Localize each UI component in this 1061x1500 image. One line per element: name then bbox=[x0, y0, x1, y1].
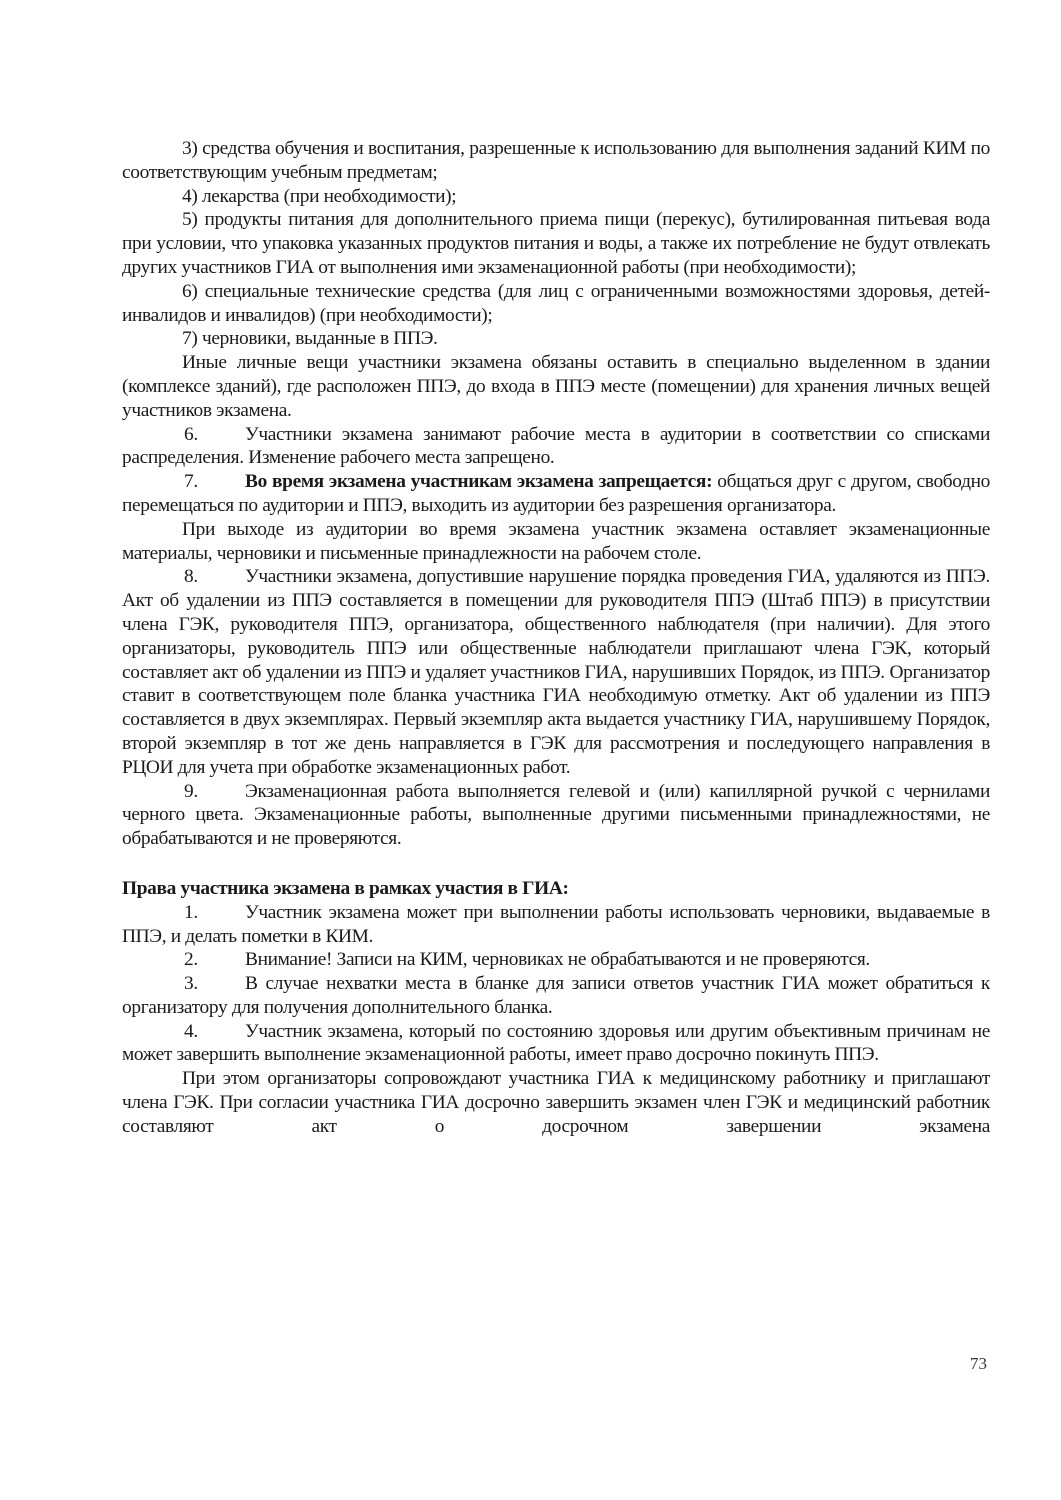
rule-text: Участники экзамена занимают рабочие места в аудитории в соответствии со списками распределения. Изменение рабочего места запрещено. bbox=[122, 423, 990, 469]
right-text: В случае нехватки места в бланке для записи ответов участник ГИА может обратиться к организатору для получения дополнительного бланка. bbox=[122, 973, 990, 1018]
rule-text: Участники экзамена, допустившие нарушение порядка проведения ГИА, удаляются из ППЭ. Акт об удалении из ППЭ составляется в помещении для руководителя ППЭ (Штаб ППЭ) в присутствии члена ГЭК, руководителя ППЭ, организатора, общественного наблюдателя (при наличии). Для этого организаторы, руководитель ППЭ или общественные наблюдатели приглашают члена ГЭК, который составляет акт об удалении из ППЭ и удаляет участников ГИА, нарушивших Порядок, из ППЭ. Организатор ставит в соответствующем поле бланка участника ГИА необходимую отметку. Акт об удалении из ППЭ составляется в двух экземплярах. Первый экземпляр акта выдается участнику ГИА, нарушившему Порядок, второй экземпляр в тот же день направляется в ГЭК для рассмотрения и последующего направления в РЦОИ для учета при обработке экзаменационных работ. bbox=[122, 566, 990, 778]
rule-number: 8. bbox=[184, 566, 198, 588]
page-number: 73 bbox=[970, 1354, 987, 1373]
list-item-7: 7) черновики, выданные в ППЭ. bbox=[182, 328, 438, 350]
list-item-5: 5) продукты питания для дополнительного приема пищи (перекус), бутилированная питьевая вода при условии, что упаковка указанных продуктов питания и воды, а также их потребление не будут отвлекать других участников ГИА от выполнения ими экзаменационной работы (при необходимости); bbox=[122, 209, 990, 278]
right-number: 3. bbox=[184, 973, 198, 995]
right-text: Участник экзамена может при выполнении работы использовать черновики, выдаваемые в ППЭ, и делать пометки в КИМ. bbox=[122, 901, 990, 947]
list-item-3: 3) средства обучения и воспитания, разрешенные к использованию для выполнения заданий КИМ по соответствующим учебным предметам; bbox=[122, 138, 990, 183]
list-item-6: 6) специальные технические средства (для лиц с ограниченными возможностями здоровья, детей-инвалидов и инвалидов) (при необходимости); bbox=[122, 280, 990, 326]
right-number: 4. bbox=[184, 1020, 198, 1042]
right-text: Внимание! Записи на КИМ, черновиках не обрабатываются и не проверяются. bbox=[245, 949, 870, 971]
rule-7 bbox=[122, 470, 990, 518]
document-page bbox=[122, 137, 990, 1139]
rule-8 bbox=[122, 565, 990, 779]
personal-items-paragraph: Иные личные вещи участники экзамена обязаны оставить в специально выделенном в здании (комплексе зданий), где расположен ППЭ, до входа в ППЭ месте (помещении) для хранения личных вещей участников экзамена. bbox=[122, 352, 990, 421]
right-number: 2. bbox=[184, 949, 198, 971]
rule-number: 7. bbox=[184, 471, 198, 493]
rule-text: общаться друг с другом, свободно перемещаться по аудитории и ППЭ, выходить из аудитории без разрешения организатора. bbox=[122, 471, 990, 516]
right-4 bbox=[122, 1020, 990, 1068]
right-text: Участник экзамена, который по состоянию здоровья или другим объективным причинам не может завершить выполнение экзаменационной работы, имеет право досрочно покинуть ППЭ. bbox=[122, 1020, 990, 1066]
list-item-4: 4) лекарства (при необходимости); bbox=[182, 185, 457, 207]
right-number: 1. bbox=[184, 901, 198, 923]
rule-number: 9. bbox=[184, 780, 198, 802]
exit-paragraph: При выходе из аудитории во время экзамена участник экзамена оставляет экзаменационные материалы, черновики и письменные принадлежности на рабочем столе. bbox=[122, 518, 990, 564]
rule-number: 6. bbox=[184, 423, 198, 445]
right-2 bbox=[122, 948, 990, 972]
rule-6 bbox=[122, 423, 990, 471]
rule-text: Экзаменационная работа выполняется гелевой и (или) капиллярной ручкой с чернилами черного цвета. Экзаменационные работы, выполненные другими письменными принадлежностями, не обрабатываются и не проверяются. bbox=[122, 780, 990, 850]
right-1 bbox=[122, 901, 990, 949]
rights-heading: Права участника экзамена в рамках участия в ГИА: bbox=[122, 877, 569, 899]
rule-bold-lead: Во время экзамена участникам экзамена запрещается: bbox=[245, 471, 713, 493]
final-paragraph: При этом организаторы сопровождают участника ГИА к медицинскому работнику и приглашают члена ГЭК. При согласии участника ГИА досрочно завершить экзамен член ГЭК и медицинский работник составляют акт о досрочном завершении экзамена bbox=[122, 1068, 990, 1137]
right-3 bbox=[122, 972, 990, 1020]
rule-9 bbox=[122, 780, 990, 851]
